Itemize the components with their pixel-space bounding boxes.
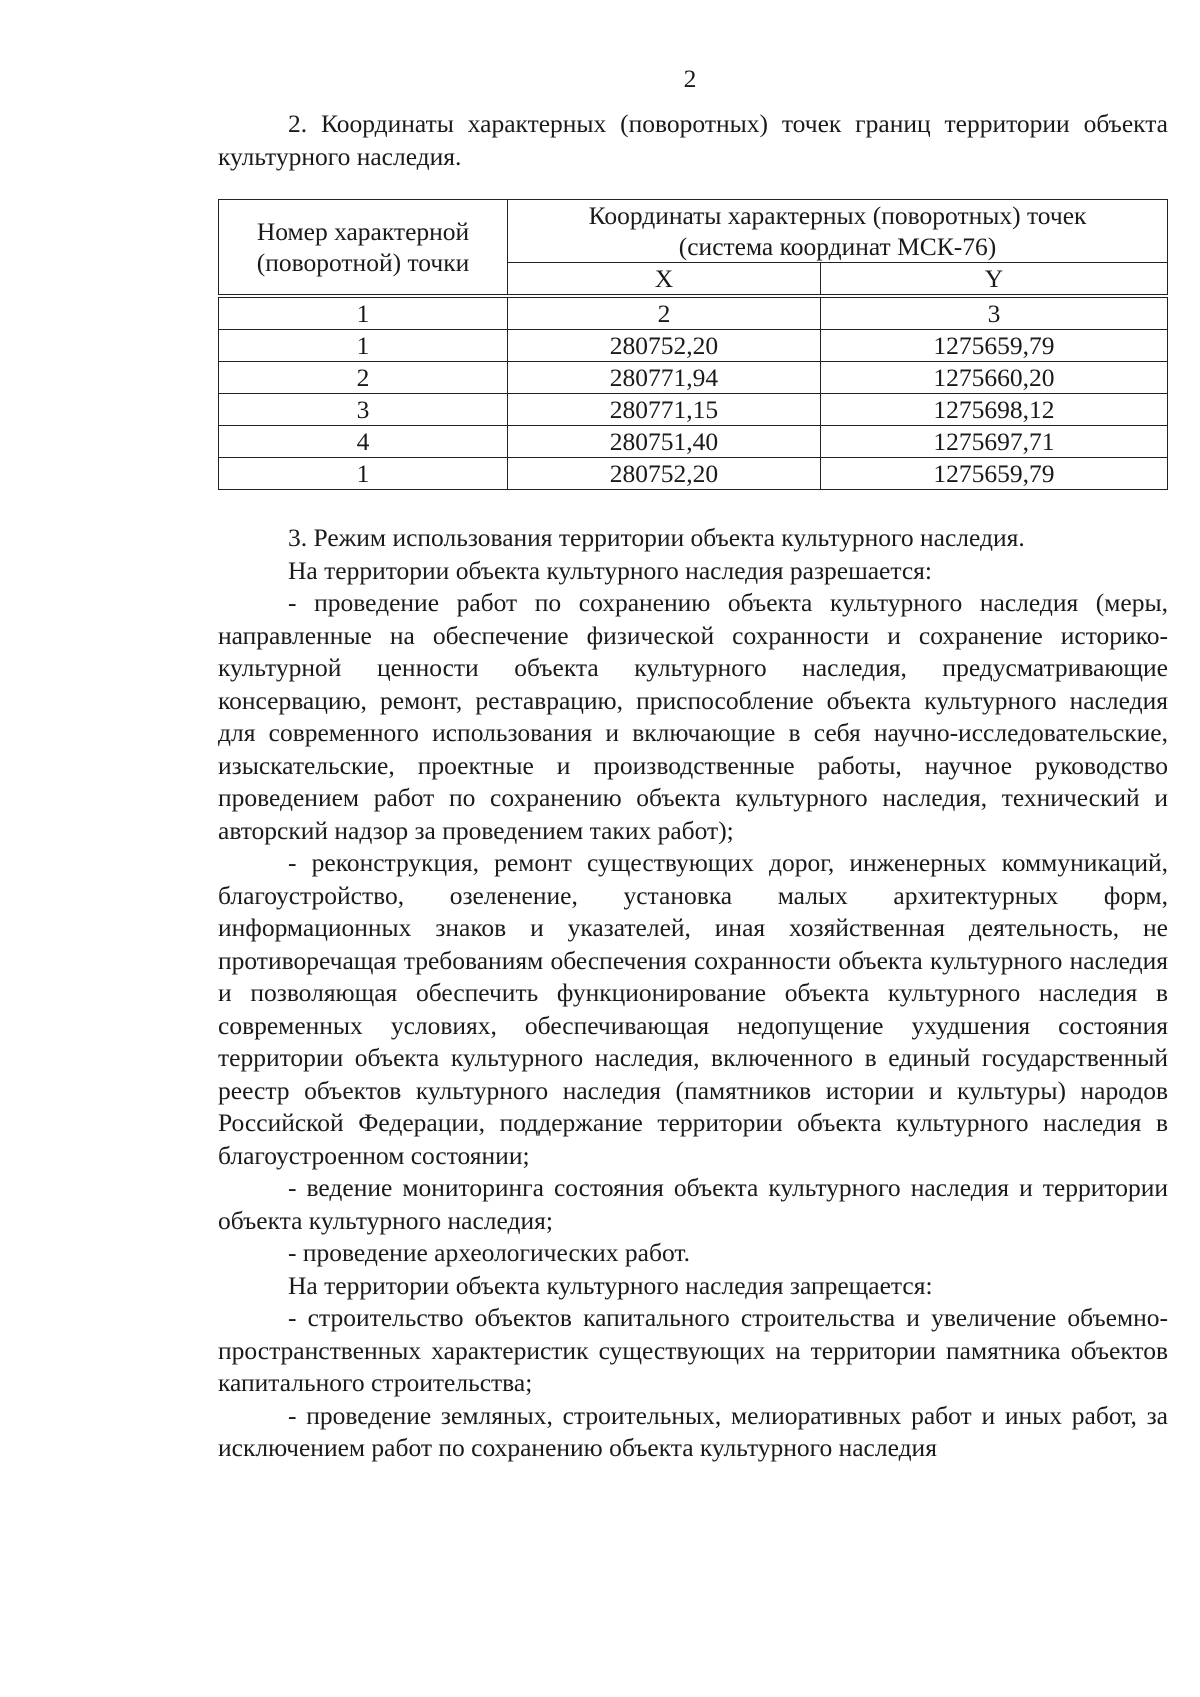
table-cell: 1: [219, 296, 508, 330]
table-cell: 280752,20: [508, 330, 821, 362]
table-cell: 1: [219, 458, 508, 490]
table-cell: 2: [219, 362, 508, 394]
table-row: [219, 394, 1168, 426]
header-coordinates: [508, 200, 1168, 263]
allowed-item-1: - проведение работ по сохранению объекта культурного наследия (меры, направленные на обеспечение физической сохранности и сохранение историко-культурной ценности объекта культурного наследия, предусматривающие консервацию, ремонт, реставрацию, приспособление объекта культурного наследия для современного использования и включающие в себя научно-исследовательские, изыскательские, проектные и производственные работы, научное руководство проведением работ по сохранению объекта культурного наследия, технический и авторский надзор за проведением таких работ);: [218, 588, 1168, 845]
table-row: [219, 362, 1168, 394]
allowed-item-2: - реконструкция, ремонт существующих дорог, инженерных коммуникаций, благоустройство, озеленение, установка малых архитектурных форм, информационных знаков и указателей, иная хозяйственная деятельность, не противоречащая требованиям обеспечения сохранности объекта культурного наследия и позволяющая обеспечить функционирование объекта культурного наследия в современных условиях, обеспечивающая недопущение ухудшения состояния территории объекта культурного наследия, включенного в единый государственный реестр объектов культурного наследия (памятников истории и культуры) народов Российской Федерации, поддержание территории объекта культурного наследия в благоустроенном состоянии;: [218, 848, 1168, 1170]
table-row: [219, 426, 1168, 458]
table-cell: 1275659,79: [820, 458, 1167, 490]
forbidden-intro: На территории объекта культурного наследия запрещается:: [288, 1270, 933, 1300]
table-cell: 280752,20: [508, 458, 821, 490]
table-cell: 1275659,79: [820, 330, 1167, 362]
table-cell: 280751,40: [508, 426, 821, 458]
forbidden-item-1: - строительство объектов капитального строительства и увеличение объемно-пространственных характеристик существующих на территории памятника объектов капитального строительства;: [218, 1303, 1168, 1397]
table-cell: 280771,94: [508, 362, 821, 394]
header-x: X: [508, 263, 821, 297]
section-3-heading: 3. Режим использования территории объекта культурного наследия.: [288, 523, 1025, 552]
header-coordinates-line2: (система координат МСК-76): [678, 232, 997, 261]
allowed-intro: На территории объекта культурного наследия разрешается:: [288, 555, 932, 585]
section-2-heading: 2. Координаты характерных (поворотных) точек границ территории объекта культурного наследия.: [218, 109, 1168, 171]
header-y: Y: [820, 263, 1167, 297]
header-point-number: Номер характерной (поворотной) точки: [219, 200, 508, 297]
table-cell: 1: [219, 330, 508, 362]
header-coordinates-line1: Координаты характерных (поворотных) точек: [588, 201, 1087, 230]
coordinates-table: [218, 199, 1168, 490]
table-index-row: [219, 296, 1168, 330]
forbidden-item-2: - проведение земляных, строительных, мелиоративных работ и иных работ, за исключением работ по сохранению объекта культурного наследия: [218, 1400, 1168, 1462]
table-row: [219, 458, 1168, 490]
table-cell: 4: [219, 426, 508, 458]
page-number: 2: [683, 64, 697, 93]
allowed-item-4: - проведение археологических работ.: [288, 1238, 690, 1267]
table-row: [219, 330, 1168, 362]
table-cell: 3: [219, 394, 508, 426]
table-cell: 1275698,12: [820, 394, 1167, 426]
table-cell: 2: [508, 296, 821, 330]
document-body: [218, 108, 1168, 1465]
allowed-item-3: - ведение мониторинга состояния объекта культурного наследия и территории объекта культурного наследия;: [218, 1173, 1168, 1235]
table-cell: 280771,15: [508, 394, 821, 426]
table-cell: 1275660,20: [820, 362, 1167, 394]
table-cell: 1275697,71: [820, 426, 1167, 458]
table-cell: 3: [820, 296, 1167, 330]
